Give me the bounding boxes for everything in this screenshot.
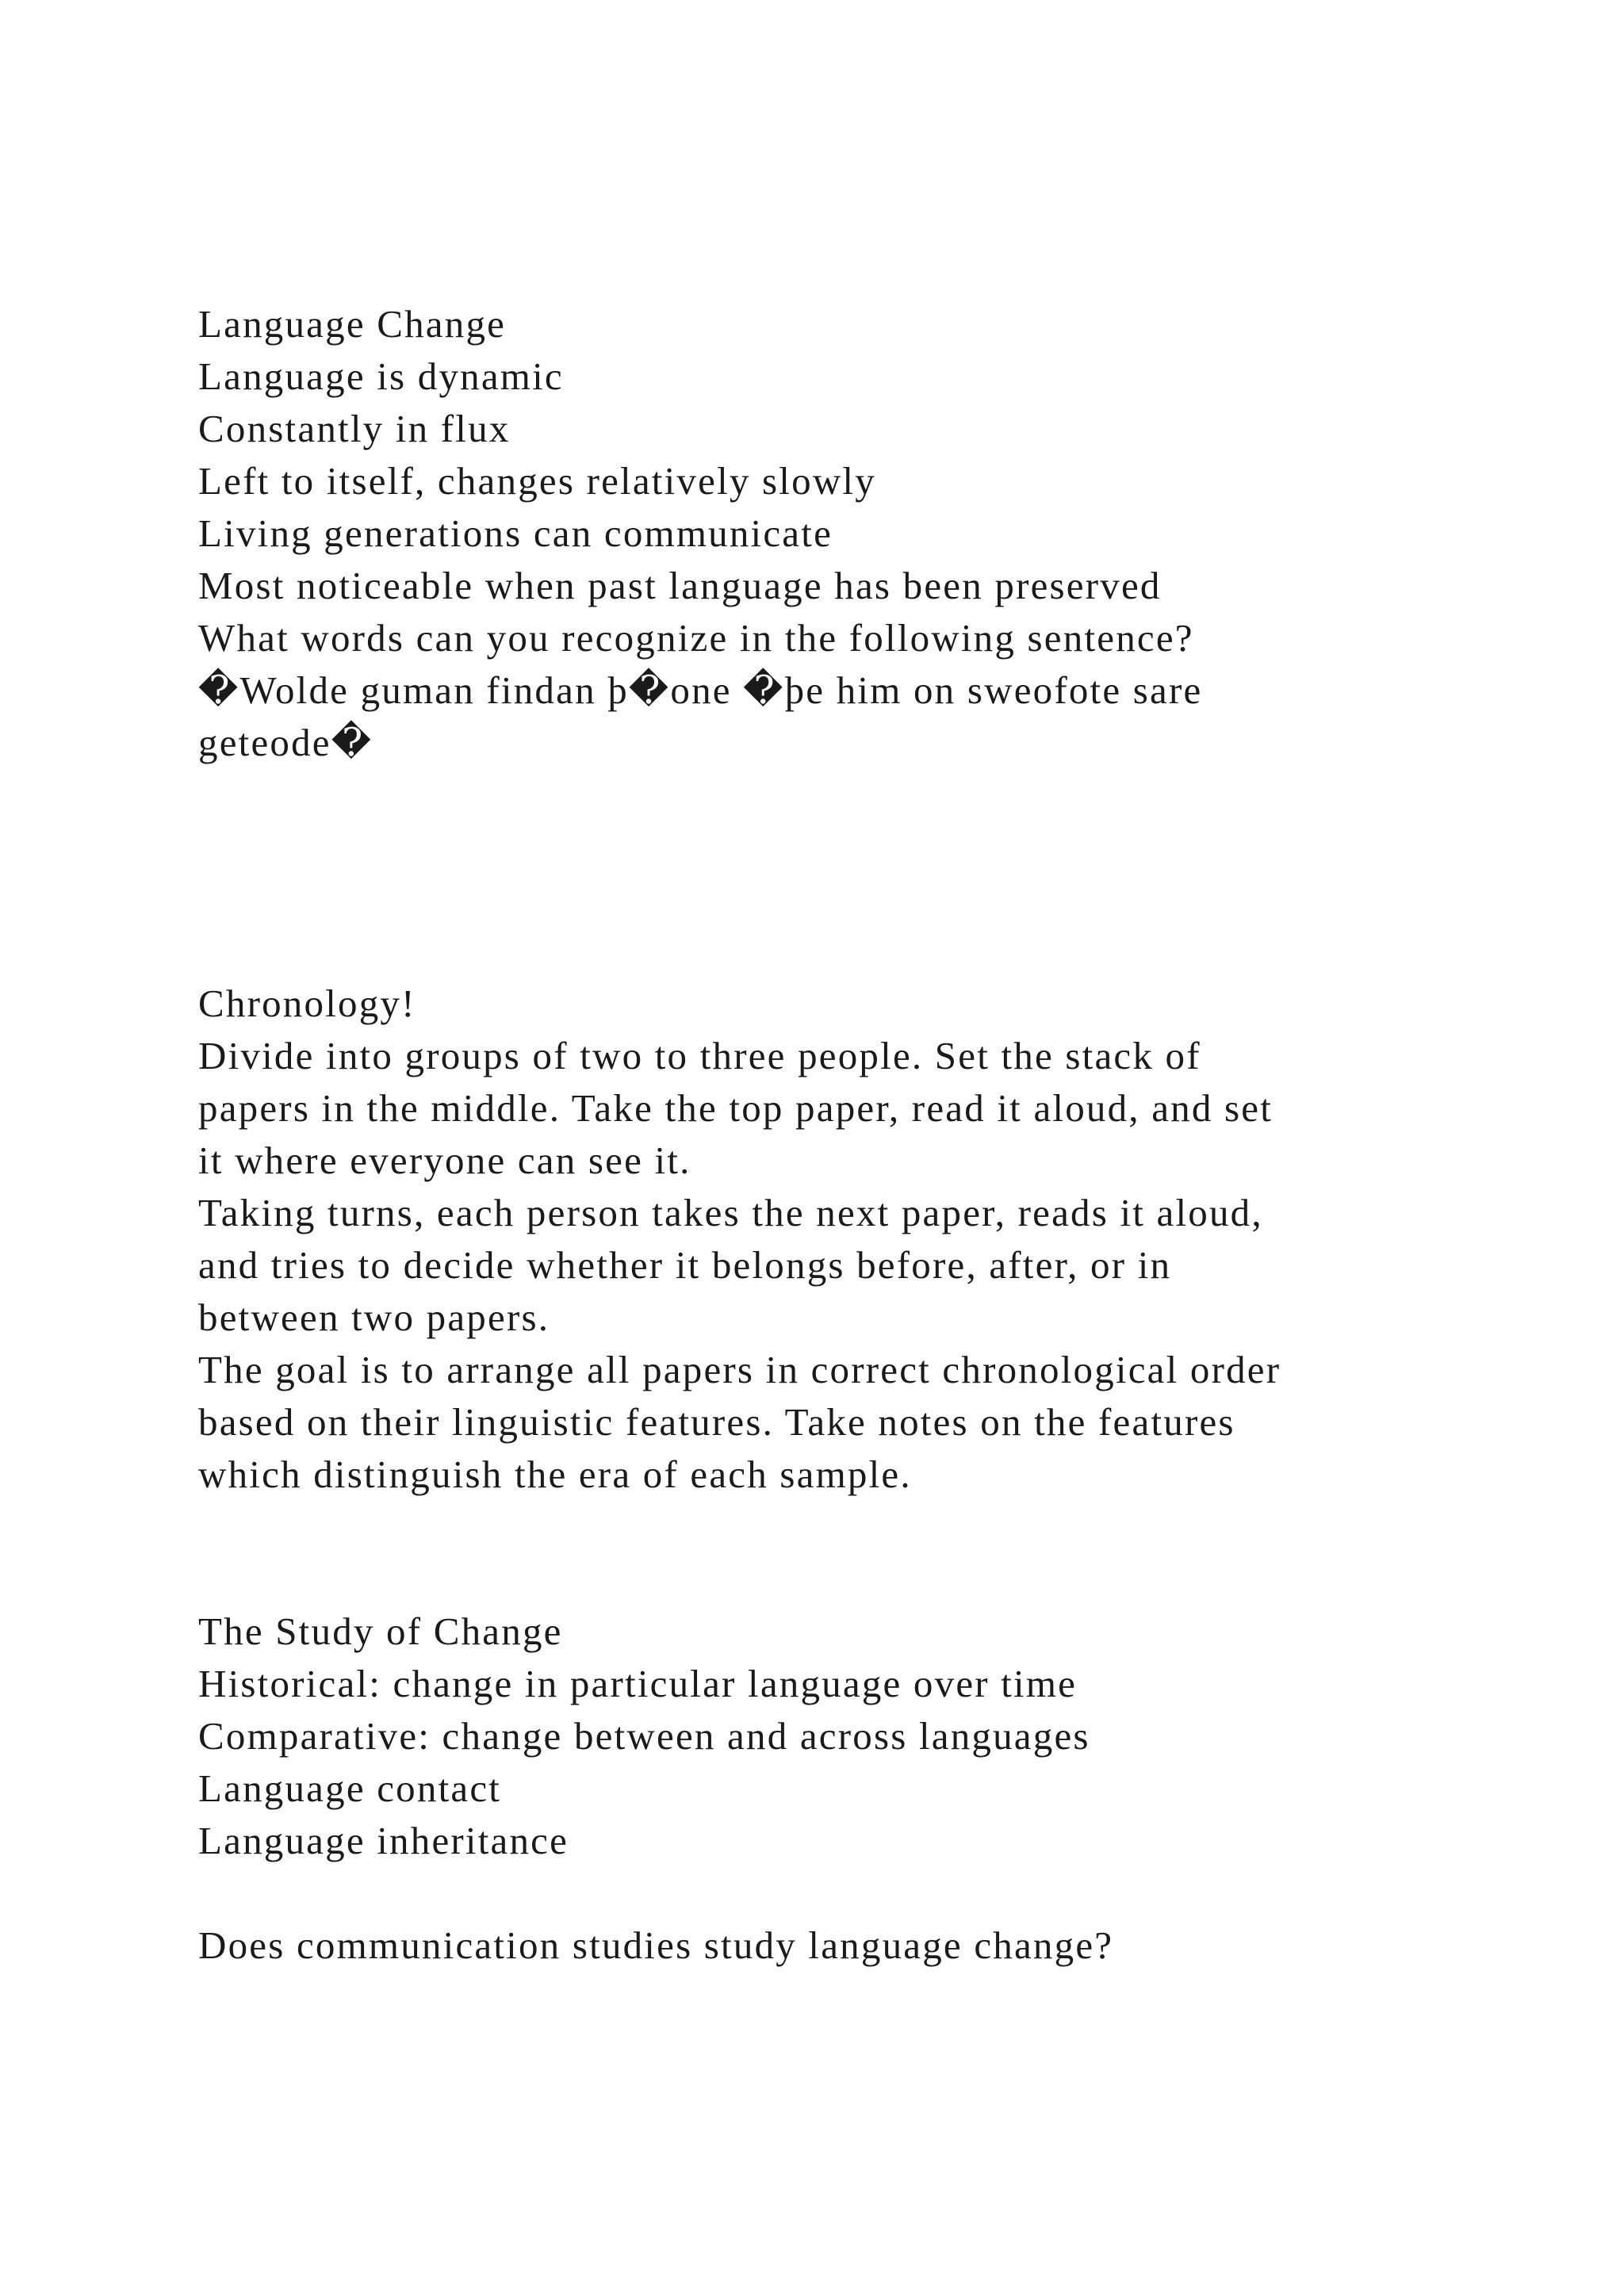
text-line: Language contact <box>198 1766 502 1810</box>
spacer <box>198 1867 1435 1919</box>
closing-question: Does communication studies study language change? <box>198 1923 1114 1967</box>
old-english-sentence: �Wolde guman findan þ�one �þe him on sweofote sare <box>198 668 1203 712</box>
section-question <box>198 1919 1435 1972</box>
text-line: based on their linguistic features. Take notes on the features <box>198 1400 1235 1444</box>
old-english-sentence-continued: geteode� <box>198 721 373 764</box>
text-line: Divide into groups of two to three people. Set the stack of <box>198 1034 1201 1077</box>
text-line: Language is dynamic <box>198 354 564 398</box>
text-line: and tries to decide whether it belongs before, after, or in <box>198 1243 1172 1287</box>
text-line: Most noticeable when past language has been preserved <box>198 564 1162 607</box>
text-line: Constantly in flux <box>198 407 511 450</box>
text-line: Living generations can communicate <box>198 511 833 555</box>
text-line: Historical: change in particular language over time <box>198 1662 1078 1705</box>
text-line: papers in the middle. Take the top paper, read it aloud, and set <box>198 1086 1274 1130</box>
spacer <box>198 1501 1435 1605</box>
section-chronology <box>198 978 1435 1501</box>
text-line: which distinguish the era of each sample. <box>198 1452 912 1496</box>
heading-study-of-change: The Study of Change <box>198 1609 563 1653</box>
heading-chronology: Chronology! <box>198 982 416 1025</box>
section-language-change <box>198 298 1435 769</box>
text-line: What words can you recognize in the following sentence? <box>198 616 1194 660</box>
text-line: The goal is to arrange all papers in correct chronological order <box>198 1348 1281 1391</box>
text-line: between two papers. <box>198 1295 550 1339</box>
text-line: Left to itself, changes relatively slowly <box>198 459 876 503</box>
heading-language-change: Language Change <box>198 302 507 346</box>
text-line: Taking turns, each person takes the next paper, reads it aloud, <box>198 1191 1263 1234</box>
text-line: Comparative: change between and across languages <box>198 1714 1090 1758</box>
text-line: Language inheritance <box>198 1819 569 1862</box>
text-line: it where everyone can see it. <box>198 1138 691 1182</box>
spacer <box>198 769 1435 978</box>
section-study-of-change <box>198 1605 1435 1867</box>
document-page <box>198 298 1435 1972</box>
